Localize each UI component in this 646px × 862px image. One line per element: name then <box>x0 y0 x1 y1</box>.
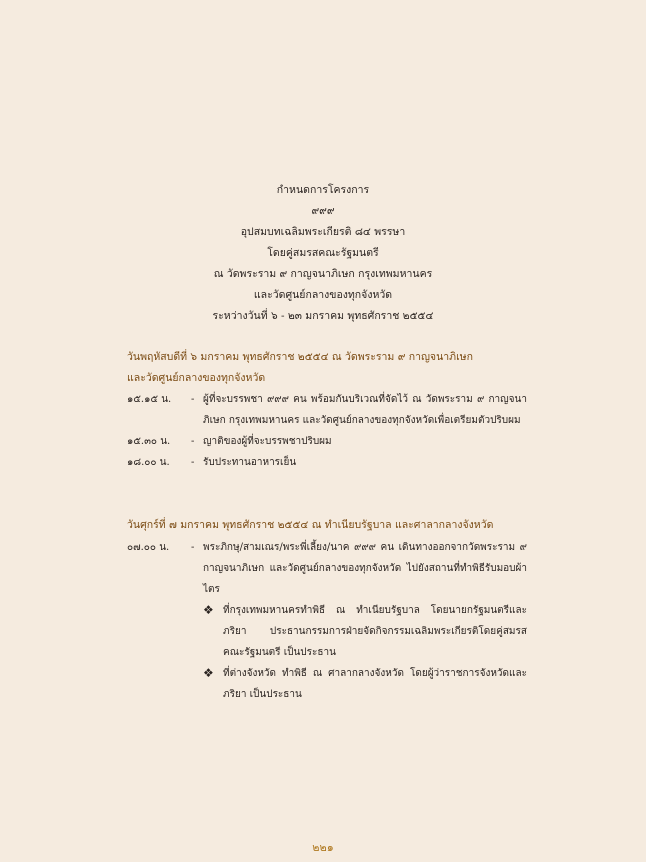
title-venue-line: ณ วัดพระราม ๙ กาญจนาภิเษก กรุงเทพมหานคร <box>213 268 433 280</box>
day1-heading <box>127 347 527 389</box>
schedule-time: ๑๕.๑๕ น. <box>127 394 172 405</box>
day1-schedule <box>127 389 527 473</box>
schedule-description: พระภิกษุ/สามเณร/พระพี่เลี้ยง/นาค ๙๙๙ คน เดินทางออกจากวัดพระราม ๙ กาญจนาภิเษก และวัดศูนย์กลางของทุกจังหวัด ไปยังสถานที่ทำพิธีรับมอบผ้าไตร <box>203 542 527 595</box>
title-line: กำหนดการโครงการ <box>276 184 370 196</box>
program-title-block <box>0 180 646 327</box>
schedule-time: ๑๘.๐๐ น. <box>127 457 170 468</box>
schedule-time: ๑๕.๓๐ น. <box>127 436 171 447</box>
day2-heading-line: วันศุกร์ที่ ๗ มกราคม พุทธศักราช ๒๕๕๔ ณ ทำเนียบรัฐบาล และศาลากลางจังหวัด <box>127 519 494 531</box>
page-number: ๒๒๑ <box>312 841 334 854</box>
diamond-bullet-icon: ❖ <box>203 603 214 617</box>
diamond-bullet-icon: ❖ <box>203 666 214 680</box>
schedule-row <box>127 452 527 473</box>
day2-heading <box>127 515 527 536</box>
schedule-dash: - <box>191 436 195 447</box>
schedule-row <box>127 431 527 452</box>
title-ordination-line: อุปสมบทเฉลิมพระเกียรติ ๘๔ พรรษา <box>240 226 406 238</box>
schedule-description: รับประทานอาหารเย็น <box>203 457 297 468</box>
bullet-item <box>203 600 527 663</box>
day1-heading-line2: และวัดศูนย์กลางของทุกจังหวัด <box>127 372 266 384</box>
title-venue-provinces-line: และวัดศูนย์กลางของทุกจังหวัด <box>253 289 393 301</box>
schedule-description: ผู้ที่จะบรรพชา ๙๙๙ คน พร้อมกันบริเวณที่จัดไว้ ณ วัดพระราม ๙ กาญจนาภิเษก กรุงเทพมหานคร และวัดศูนย์กลางของทุกจังหวัดเพื่อเตรียมตัวปริบผม <box>203 394 527 426</box>
schedule-row <box>127 389 527 431</box>
schedule-dash: - <box>191 394 195 405</box>
schedule-time: ๐๗.๐๐ น. <box>127 542 170 553</box>
title-number-line: ๙๙๙ <box>311 205 335 217</box>
bullet-text: ที่กรุงเทพมหานครทำพิธี ณ ทำเนียบรัฐบาล โดยนายกรัฐมนตรีและภริยา ประธานกรรมการฝ่ายจัดกิจกรรมเฉลิมพระเกียรติโดยคู่สมรสคณะรัฐมนตรี เป็นประธาน <box>223 605 527 658</box>
title-date-range-line: ระหว่างวันที่ ๖ - ๒๓ มกราคม พุทธศักราช ๒๕๕๔ <box>212 310 434 322</box>
day1-heading-line1: วันพฤหัสบดีที่ ๖ มกราคม พุทธศักราช ๒๕๕๔ ณ วัดพระราม ๙ กาญจนาภิเษก <box>127 351 473 363</box>
schedule-dash: - <box>191 457 195 468</box>
title-organizer-line: โดยคู่สมรสคณะรัฐมนตรี <box>267 247 379 259</box>
bullet-item <box>203 663 527 705</box>
schedule-dash: - <box>191 542 195 553</box>
schedule-row <box>127 537 527 600</box>
day2-schedule <box>127 537 527 705</box>
bullet-text: ที่ต่างจังหวัด ทำพิธี ณ ศาลากลางจังหวัด โดยผู้ว่าราชการจังหวัดและภริยา เป็นประธาน <box>223 668 527 700</box>
schedule-description: ญาติของผู้ที่จะบรรพชาปริบผม <box>203 436 332 447</box>
